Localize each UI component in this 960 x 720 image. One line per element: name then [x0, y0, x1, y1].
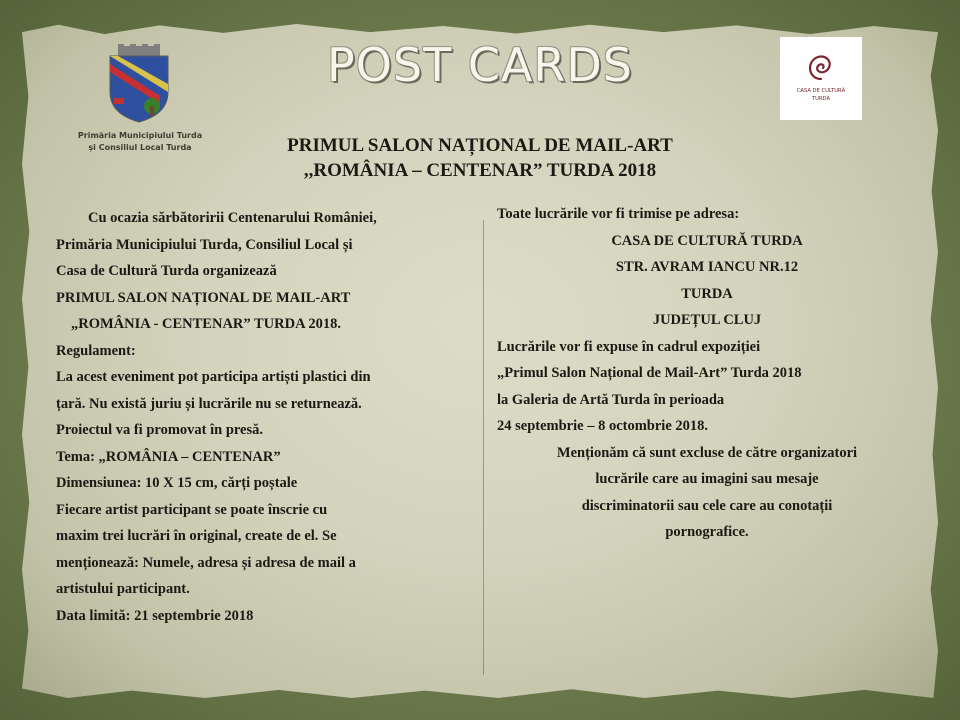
heading-line2: ,,ROMÂNIA – CENTENAR” TURDA 2018	[303, 160, 657, 181]
left-column	[56, 205, 476, 629]
left-line: Proiectul va fi promovat în presă.	[56, 422, 264, 438]
right-column	[497, 201, 917, 546]
right-line: „Primul Salon Național de Mail-Art” Turda 2018	[497, 365, 802, 381]
left-line: Data limită: 21 septembrie 2018	[56, 607, 254, 624]
logo-text-line1: CASA DE CULTURĂ	[796, 88, 846, 94]
left-line: PRIMUL SALON NAȚIONAL DE MAIL-ART	[56, 289, 351, 306]
left-line: țară. Nu există juriu și lucrările nu se returnează.	[56, 395, 362, 412]
column-divider	[483, 220, 484, 675]
left-line: menționează: Numele, adresa și adresa de mail a	[56, 554, 356, 571]
left-line: artistului participant.	[56, 581, 190, 597]
page-title: POST CARDS	[326, 38, 634, 92]
right-line: Lucrările vor fi expuse în cadrul expoziției	[497, 338, 761, 355]
left-line: Casa de Cultură Turda organizează	[56, 263, 277, 279]
event-heading	[0, 133, 960, 183]
logo-text-line2: TURDA	[811, 96, 831, 102]
left-line: maxim trei lucrări în original, create de el. Se	[56, 528, 337, 544]
left-line: Regulament:	[56, 342, 136, 359]
address-line: JUDEȚUL CLUJ	[652, 312, 762, 328]
right-line: lucrările care au imagini sau mesaje	[595, 471, 819, 487]
left-line: Cu ocazia sărbătoririi Centenarului României,	[88, 210, 377, 226]
right-line: Menționăm că sunt excluse de către organizatori	[556, 444, 858, 461]
left-line: Primăria Municipiului Turda, Consiliul Local și	[56, 236, 353, 253]
address-line: CASA DE CULTURĂ TURDA	[611, 232, 803, 249]
city-hall-caption-line2: și Consiliul Local Turda	[88, 143, 192, 152]
swirl-logo-icon	[802, 49, 840, 85]
left-line: La acest eveniment pot participa artiști plastici din	[56, 369, 371, 385]
right-line: la Galeria de Artă Turda în perioada	[497, 391, 725, 408]
right-line: 24 septembrie – 8 octombrie 2018.	[497, 418, 709, 434]
city-hall-caption-line1: Primăria Municipiului Turda	[77, 131, 203, 140]
left-line: Dimensiunea: 10 X 15 cm, cărți poștale	[56, 475, 298, 491]
heading-line1: PRIMUL SALON NAȚIONAL DE MAIL-ART	[287, 135, 673, 156]
left-line: Fiecare artist participant se poate înscrie cu	[56, 501, 328, 518]
logo-text	[780, 87, 862, 103]
right-line: Toate lucrările vor fi trimise pe adresa:	[497, 206, 740, 222]
turda-coat-of-arms-icon	[104, 44, 174, 124]
casa-de-cultura-logo	[780, 37, 862, 120]
address-line: STR. AVRAM IANCU NR.12	[615, 259, 799, 275]
right-line: discriminatorii sau cele care au conotații	[581, 497, 833, 514]
left-line: Tema: „ROMÂNIA – CENTENAR”	[56, 448, 281, 465]
right-line: pornografice.	[665, 524, 749, 540]
address-line: TURDA	[681, 285, 733, 302]
left-line: „ROMÂNIA - CENTENAR” TURDA 2018.	[71, 316, 342, 332]
